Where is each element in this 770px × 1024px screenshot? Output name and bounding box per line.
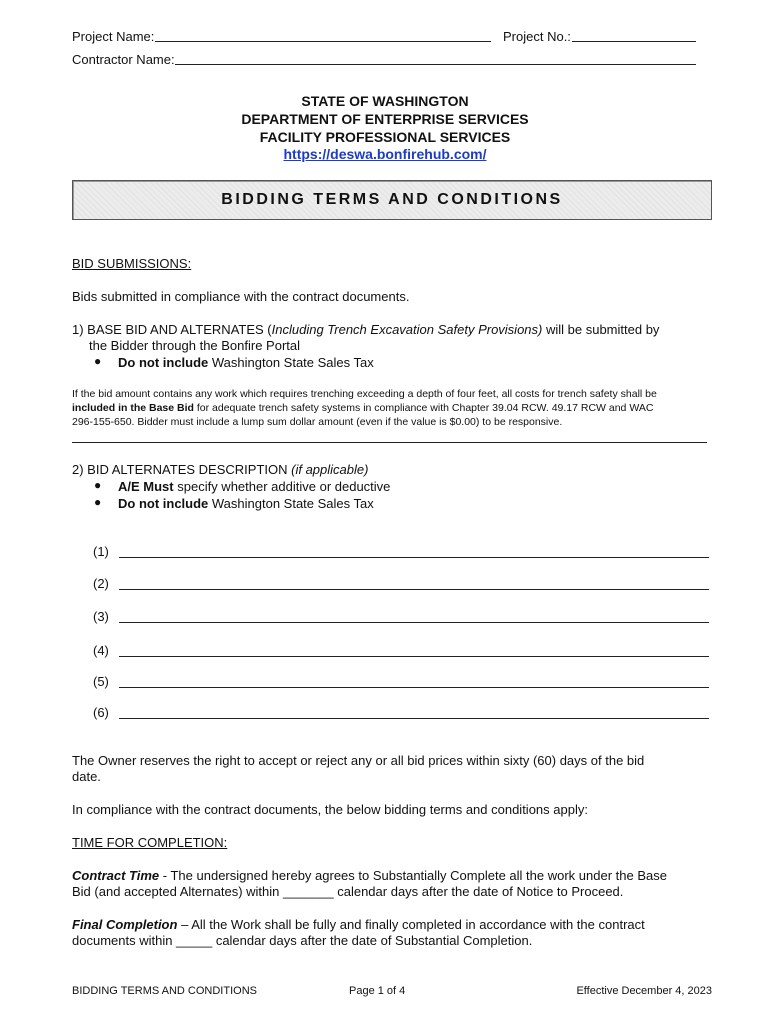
contractor-name-label: Contractor Name:: [72, 52, 175, 67]
trench-line-3: 296-155-650. Bidder must include a lump sum dollar amount (even if the value is $0.00) to be responsive.: [72, 416, 563, 428]
compliance-text: In compliance with the contract documents, the below bidding terms and conditions apply:: [72, 802, 588, 817]
sales-tax-text: Washington State Sales Tax: [208, 496, 374, 511]
do-not-include-label: Do not include: [118, 355, 209, 370]
alternate-row-4[interactable]: [93, 643, 709, 661]
agency-state: STATE OF WASHINGTON: [301, 93, 469, 109]
base-bid-italic: Including Trench Excavation Safety Provisions): [271, 322, 543, 337]
alternate-row-5[interactable]: [93, 674, 709, 692]
agency-department: DEPARTMENT OF ENTERPRISE SERVICES: [241, 111, 529, 127]
footer-page-number: Page 1 of 4: [349, 985, 406, 997]
owner-reserves-line-2: date.: [72, 769, 101, 784]
do-not-include-label: Do not include: [118, 496, 209, 511]
title-banner: [72, 180, 712, 220]
contractor-name-field[interactable]: [175, 64, 696, 65]
bid-submissions-heading: BID SUBMISSIONS:: [72, 256, 192, 271]
project-no-label: Project No.:: [503, 29, 571, 44]
ae-must-text: specify whether additive or deductive: [173, 479, 391, 494]
trench-bold: included in the Base Bid: [72, 402, 194, 414]
alternate-row-6[interactable]: [93, 705, 709, 723]
alternate-line[interactable]: [119, 589, 709, 590]
alternate-number: (3): [93, 609, 109, 624]
project-name-field[interactable]: [155, 41, 491, 42]
agency-division: FACILITY PROFESSIONAL SERVICES: [259, 129, 511, 145]
alternates-heading-prefix: 2) BID ALTERNATES DESCRIPTION: [72, 462, 292, 477]
footer-title: BIDDING TERMS AND CONDITIONS: [72, 985, 257, 997]
alternate-line[interactable]: [119, 718, 709, 719]
trench-line-1: If the bid amount contains any work which requires trenching exceeding a depth of four feet, all costs for trench safety shall be: [72, 388, 657, 400]
alternate-number: (5): [93, 674, 109, 689]
alternate-line[interactable]: [119, 557, 709, 558]
base-bid-bullet: [118, 355, 374, 370]
bullet-icon: ●: [94, 495, 102, 509]
alternate-row-3[interactable]: [93, 609, 709, 627]
contract-time-label: Contract Time: [72, 868, 160, 883]
project-no-field[interactable]: [572, 41, 696, 42]
contract-time-line-1: [72, 868, 667, 883]
final-completion-line-1: [72, 917, 645, 932]
alternate-line[interactable]: [119, 656, 709, 657]
contract-time-line-2: Bid (and accepted Alternates) within _______ calendar days after the date of Notice to Proceed.: [72, 884, 624, 899]
alternate-number: (6): [93, 705, 109, 720]
final-completion-line-2: documents within _____ calendar days after the date of Substantial Completion.: [72, 933, 533, 948]
trench-line-2: [72, 401, 653, 415]
bullet-icon: ●: [94, 354, 102, 368]
base-bid-item: [72, 321, 722, 338]
section-divider: [72, 442, 707, 443]
base-bid-line2: the Bidder through the Bonfire Portal: [89, 338, 301, 353]
time-for-completion-heading: TIME FOR COMPLETION:: [72, 835, 228, 850]
sales-tax-text: Washington State Sales Tax: [208, 355, 374, 370]
footer-effective-date: Effective December 4, 2023: [576, 985, 712, 997]
alternate-number: (2): [93, 576, 109, 591]
alternates-heading-italic: (if applicable): [291, 462, 369, 477]
banner-title: BIDDING TERMS AND CONDITIONS: [221, 191, 563, 208]
contract-time-text: - The undersigned hereby agrees to Substantially Complete all the work under the Base: [159, 868, 667, 883]
ae-must-label: A/E Must: [118, 479, 174, 494]
alternate-row-1[interactable]: [93, 544, 709, 562]
alternate-number: (4): [93, 643, 109, 658]
alternates-bullet-2: [118, 496, 374, 511]
final-completion-label: Final Completion: [72, 917, 178, 932]
alternates-heading: [72, 462, 368, 477]
project-name-label: Project Name:: [72, 29, 155, 44]
base-bid-suffix: will be submitted by: [542, 322, 660, 337]
bid-submissions-intro: Bids submitted in compliance with the contract documents.: [72, 289, 410, 304]
owner-reserves-line-1: The Owner reserves the right to accept or reject any or all bid prices within sixty (60) days of the bid: [72, 753, 645, 768]
bullet-icon: ●: [94, 478, 102, 492]
alternate-row-2[interactable]: [93, 576, 709, 594]
base-bid-prefix: 1) BASE BID AND ALTERNATES (: [72, 322, 272, 337]
alternates-bullet-1: [118, 479, 390, 494]
alternate-line[interactable]: [119, 687, 709, 688]
bonfire-link[interactable]: https://deswa.bonfirehub.com/: [283, 146, 487, 162]
trench-rest: for adequate trench safety systems in compliance with Chapter 39.04 RCW. 49.17 RCW and WAC: [193, 402, 654, 414]
final-completion-text: – All the Work shall be fully and finally completed in accordance with the contract: [177, 917, 645, 932]
alternate-line[interactable]: [119, 622, 709, 623]
alternate-number: (1): [93, 544, 109, 559]
